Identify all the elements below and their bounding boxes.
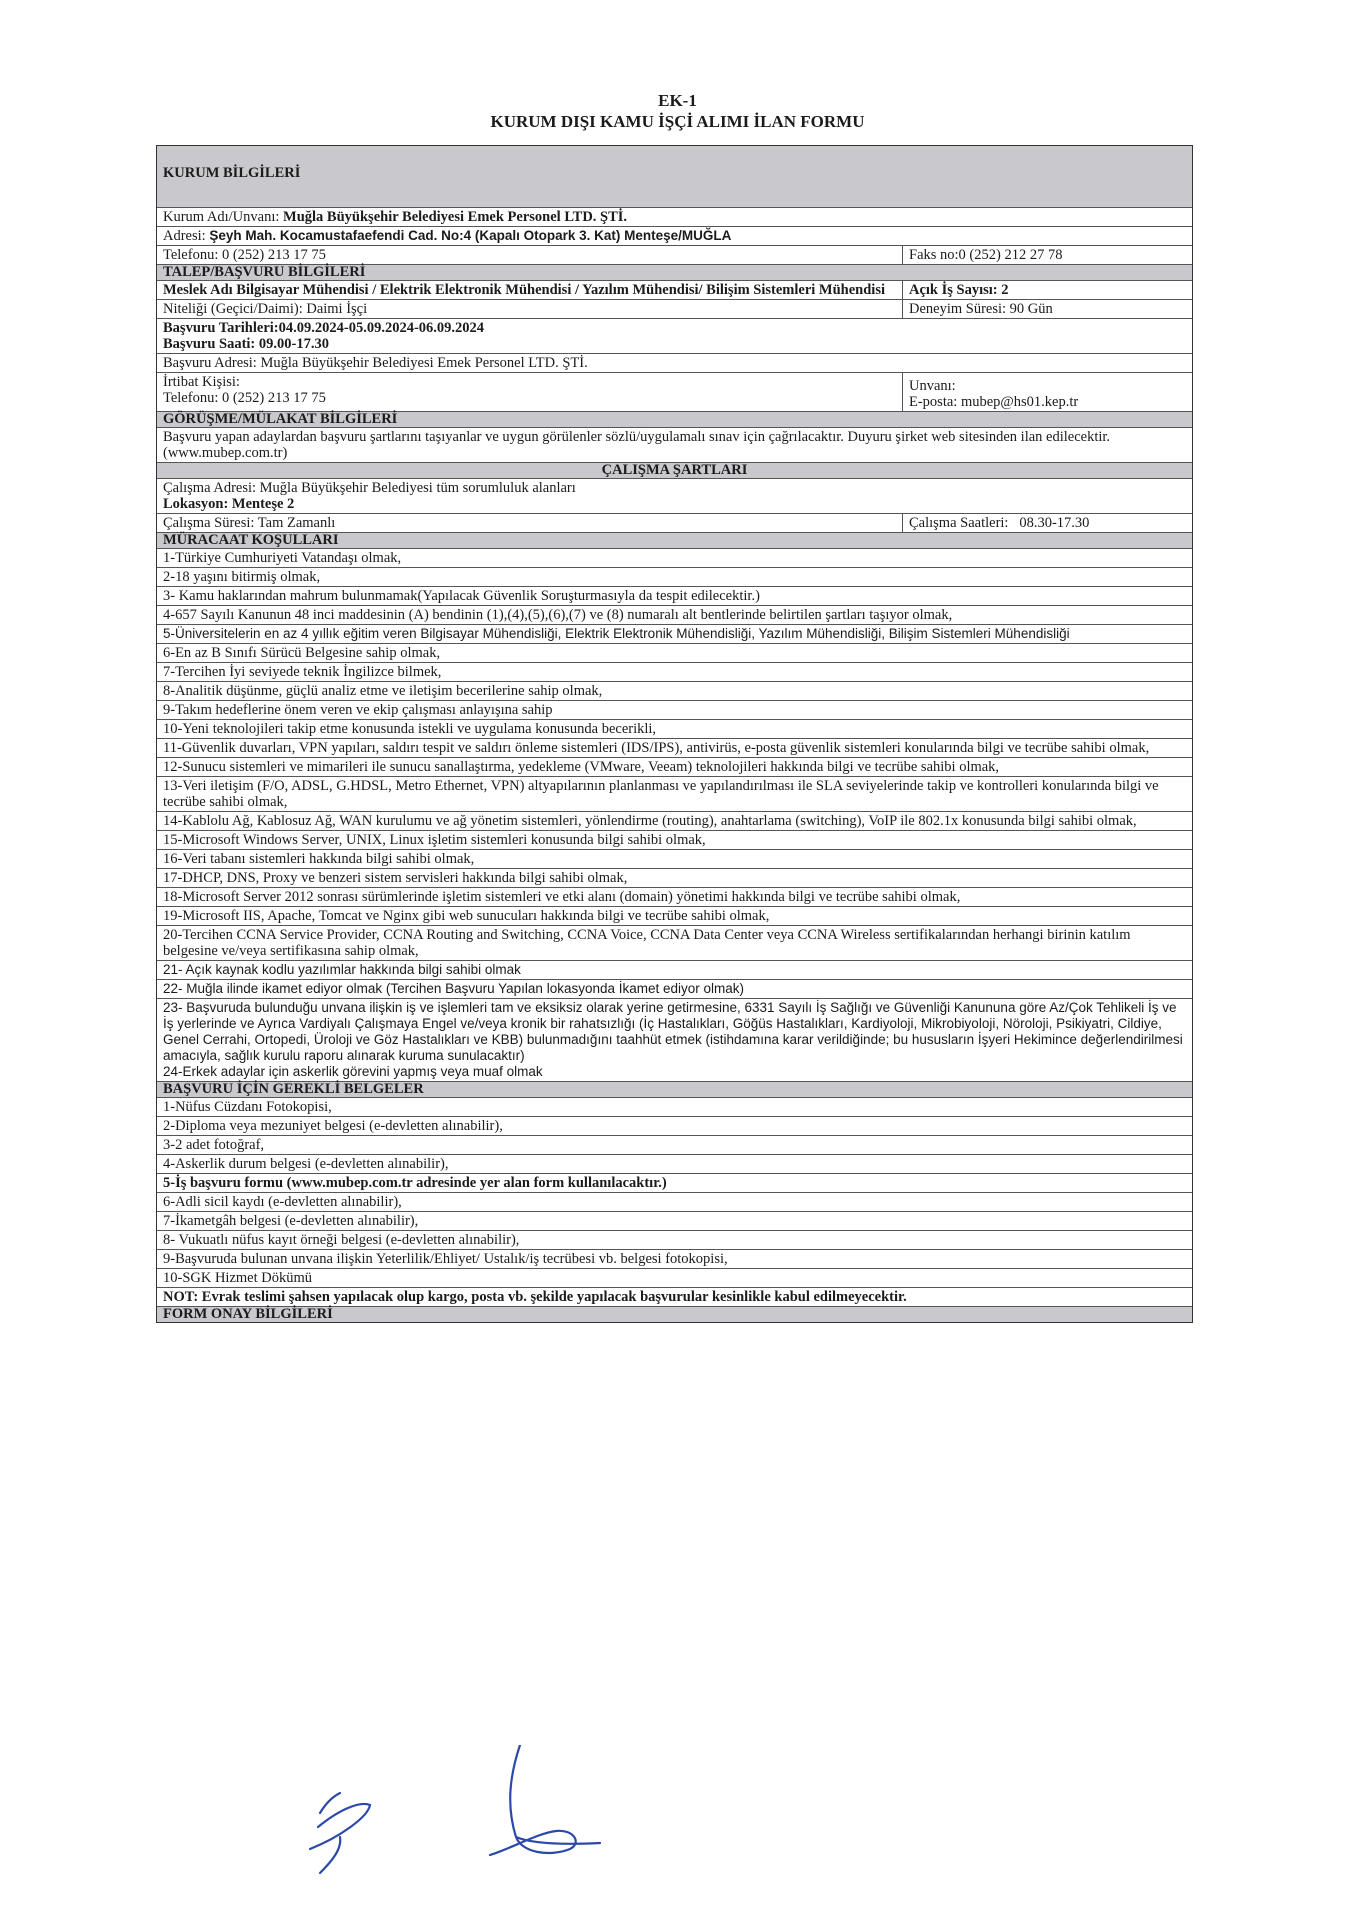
condition-item: 3- Kamu haklarından mahrum bulunmamak(Yapılacak Güvenlik Soruşturmasıyla da tespit edilecektir.) [157, 587, 1192, 606]
contact-block [157, 373, 902, 411]
announcement-form [156, 145, 1193, 1323]
contact-email: E-posta: mubep@hs01.kep.tr [909, 394, 1079, 410]
condition-item: 18-Microsoft Server 2012 sonrası sürümlerinde işletim sistemleri ve etki alanı (domain) yönetimi hakkında bilgi ve tecrübe sahibi olmak, [157, 888, 1192, 907]
condition-item: 5-Üniversitelerin en az 4 yıllık eğitim veren Bilgisayar Mühendisliği, Elektrik Elektronik Mühendisliği, Yazılım Mühendisliği, Bilişim Sistemleri Mühendisliği [157, 625, 1192, 644]
work-address-row [157, 479, 1192, 514]
institution-name-label: Kurum Adı/Unvanı: [163, 209, 284, 225]
open-job-count: Açık İş Sayısı: 2 [902, 281, 1192, 299]
contact-right-block [902, 373, 1192, 411]
document-item: 3-2 adet fotoğraf, [157, 1136, 1192, 1155]
condition-item: 12-Sunucu sistemleri ve mimarileri ile sunucu sanallaştırma, yedekleme (VMware, Veeam) teknolojileri hakkında bilgi ve tecrübe sahibi olmak, [157, 758, 1192, 777]
work-duration-row [157, 514, 1192, 533]
nature-row [157, 300, 1192, 319]
condition-item: 2-18 yaşını bitirmiş olmak, [157, 568, 1192, 587]
condition-item: 16-Veri tabanı sistemleri hakkında bilgi sahibi olmak, [157, 850, 1192, 869]
condition-item: 4-657 Sayılı Kanunun 48 inci maddesinin (A) bendinin (1),(4),(5),(6),(7) ve (8) numaralı alt bentlerinde belirtilen şartları taşıyor olmak, [157, 606, 1192, 625]
condition-item: 1-Türkiye Cumhuriyeti Vatandaşı olmak, [157, 549, 1192, 568]
institution-address-label: Adresi: [163, 228, 210, 244]
contact-phone: Telefonu: 0 (252) 213 17 75 [163, 390, 326, 406]
job-nature: Niteliği (Geçici/Daimi): Daimi İşçi [163, 301, 368, 317]
annex-label: EK-1 [658, 91, 697, 110]
document-item: 1-Nüfus Cüzdanı Fotokopisi, [157, 1098, 1192, 1117]
section-talep-basvuru: TALEP/BAŞVURU BİLGİLERİ [157, 265, 1192, 281]
condition-item: 21- Açık kaynak kodlu yazılımlar hakkında bilgi sahibi olmak [157, 961, 1192, 980]
work-location: Lokasyon: Menteşe 2 [163, 496, 295, 512]
section-calisma-sartlari: ÇALIŞMA ŞARTLARI [157, 463, 1192, 479]
condition-item: 13-Veri iletişim (F/O, ADSL, G.HDSL, Metro Ethernet, VPN) altyapılarının planlanması ve yapılandırılması ile SLA seviyelerinde takip ve kontrolleri konularında bilgi ve tecrübe sahibi olmak, [157, 777, 1192, 812]
condition-item: 10-Yeni teknolojileri takip etme konusunda istekli ve uygulama konusunda becerikli, [157, 720, 1192, 739]
application-dates-text: Başvuru Tarihleri:04.09.2024-05.09.2024-06.09.2024 [163, 320, 485, 336]
work-hours: Çalışma Saatleri: 08.30-17.30 [902, 514, 1192, 532]
document-item: 2-Diploma veya mezuniyet belgesi (e-devletten alınabilir), [157, 1117, 1192, 1136]
condition-item: 7-Tercihen İyi seviyede teknik İngilizce bilmek, [157, 663, 1192, 682]
institution-fax: Faks no:0 (252) 212 27 78 [902, 246, 1192, 264]
condition-item: 23- Başvuruda bulunduğu unvana ilişkin iş ve işlemleri tam ve eksiksiz olarak yerine getirmesine, 6331 Sayılı İş Sağlığı ve Güvenliği Kanununa göre Az/Çok Tehlikeli İş ve İş yerlerinde ve Ayrıca Vardiyalı Çalışmaya Engel ve/veya kronik bir rahatsızlığı (İç Hastalıkları, Göğüs Hastalıkları, Kardiyoloji, Mikrobiyoloji, Nöroloji, Psikiyatri, Cildiye, Genel Cerrahi, Ortopedi, Üroloji ve Göz Hastalıkları ve KBB) bulunmadığını taahhüt etmek (istihdamına karar verildiğinde; bu hususların İşyeri Hekimince değerlendirilmesi amacıyla, sağlık kurulu raporu alınarak kuruma sunulacaktır) 24-Erkek adaylar için askerlik görevini yapmış veya muaf olmak [157, 999, 1192, 1082]
section-gorusme-mulakat: GÖRÜŞME/MÜLAKAT BİLGİLERİ [157, 412, 1192, 428]
institution-phone-fax-row [157, 246, 1192, 265]
condition-item: 15-Microsoft Windows Server, UNIX, Linux işletim sistemleri konusunda bilgi sahibi olmak, [157, 831, 1192, 850]
institution-name-row [157, 208, 1192, 227]
document-item: 8- Vukuatlı nüfus kayıt örneği belgesi (e-devletten alınabilir), [157, 1231, 1192, 1250]
document-item: 5-İş başvuru formu (www.mubep.com.tr adresinde yer alan form kullanılacaktır.) [157, 1174, 1192, 1193]
handwritten-signature [280, 1745, 620, 1875]
document-item: 4-Askerlik durum belgesi (e-devletten alınabilir), [157, 1155, 1192, 1174]
condition-item: 19-Microsoft IIS, Apache, Tomcat ve Nginx gibi web sunucuları hakkında bilgi ve tecrübe sahibi olmak, [157, 907, 1192, 926]
condition-item: 17-DHCP, DNS, Proxy ve benzeri sistem servisleri hakkında bilgi sahibi olmak, [157, 869, 1192, 888]
institution-address-row [157, 227, 1192, 246]
section-gerekli-belgeler: BAŞVURU İÇİN GEREKLİ BELGELER [157, 1082, 1192, 1098]
condition-item: 8-Analitik düşünme, güçlü analiz etme ve iletişim becerilerine sahip olmak, [157, 682, 1192, 701]
profession-row [157, 281, 1192, 300]
work-duration: Çalışma Süresi: Tam Zamanlı [163, 515, 336, 531]
condition-item: 22- Muğla ilinde ikamet ediyor olmak (Tercihen Başvuru Yapılan lokasyonda İkamet ediyor olmak) [157, 980, 1192, 999]
document-item: 7-İkametgâh belgesi (e-devletten alınabilir), [157, 1212, 1192, 1231]
contact-row [157, 373, 1192, 412]
document-item: 10-SGK Hizmet Dökümü [157, 1269, 1192, 1288]
section-form-onay: FORM ONAY BİLGİLERİ [157, 1307, 1192, 1322]
condition-item: 6-En az B Sınıfı Sürücü Belgesine sahip olmak, [157, 644, 1192, 663]
application-hours-text: Başvuru Saati: 09.00-17.30 [163, 336, 329, 352]
application-address: Başvuru Adresi: Muğla Büyükşehir Belediyesi Emek Personel LTD. ŞTİ. [157, 354, 1192, 373]
contact-title: Unvanı: [909, 378, 956, 394]
institution-name-value: Muğla Büyükşehir Belediyesi Emek Personel LTD. ŞTİ. [283, 209, 628, 225]
section-muracaat-kosullari: MÜRACAAT KOŞULLARI [157, 533, 1192, 549]
application-dates [157, 319, 1192, 354]
delivery-note: NOT: Evrak teslimi şahsen yapılacak olup kargo, posta vb. şekilde yapılacak başvurular kesinlikle kabul edilmeyecektir. [157, 1288, 1192, 1307]
section-kurum-bilgileri: KURUM BİLGİLERİ [157, 146, 1192, 208]
condition-item: 11-Güvenlik duvarları, VPN yapıları, saldırı tespit ve saldırı önleme sistemleri (IDS/IPS), antivirüs, e-posta güvenlik sistemleri konularında bilgi ve tecrübe sahibi olmak, [157, 739, 1192, 758]
document-item: 9-Başvuruda bulunan unvana ilişkin Yeterlilik/Ehliyet/ Ustalık/iş tecrübesi vb. belgesi fotokopisi, [157, 1250, 1192, 1269]
form-title: KURUM DIŞI KAMU İŞÇİ ALIMI İLAN FORMU [490, 112, 865, 131]
institution-address-value: Şeyh Mah. Kocamustafaefendi Cad. No:4 (Kapalı Otopark 3. Kat) Menteşe/MUĞLA [209, 228, 732, 243]
condition-item: 20-Tercihen CCNA Service Provider, CCNA Routing and Switching, CCNA Voice, CCNA Data Center veya CCNA Wireless sertifikalarından herhangi birinin katılım belgesine ve/veya sertifikasına sahip olmak, [157, 926, 1192, 961]
document-item: 6-Adli sicil kaydı (e-devletten alınabilir), [157, 1193, 1192, 1212]
document-header [0, 90, 1355, 132]
condition-item: 9-Takım hedeflerine önem veren ve ekip çalışması anlayışına sahip [157, 701, 1192, 720]
institution-phone: Telefonu: 0 (252) 213 17 75 [163, 247, 326, 263]
interview-info: Başvuru yapan adaylardan başvuru şartlarını taşıyanlar ve uygun görülenler sözlü/uygulamalı sınav için çağrılacaktır. Duyuru şirket web sitesinden ilan edilecektir.(www.mubep.com.tr) [157, 428, 1192, 463]
contact-person: İrtibat Kişisi: [163, 374, 240, 390]
profession-name: Meslek Adı Bilgisayar Mühendisi / Elektrik Elektronik Mühendisi / Yazılım Mühendisi/ Bilişim Sistemleri Mühendisi [163, 282, 886, 298]
condition-item: 14-Kablolu Ağ, Kablosuz Ağ, WAN kurulumu ve ağ yönetim sistemleri, yönlendirme (routing), anahtarlama (switching), VoIP ile 802.1x konusunda bilgi sahibi olmak, [157, 812, 1192, 831]
work-address: Çalışma Adresi: Muğla Büyükşehir Belediyesi tüm sorumluluk alanları [163, 480, 576, 496]
trial-period: Deneyim Süresi: 90 Gün [902, 300, 1192, 318]
